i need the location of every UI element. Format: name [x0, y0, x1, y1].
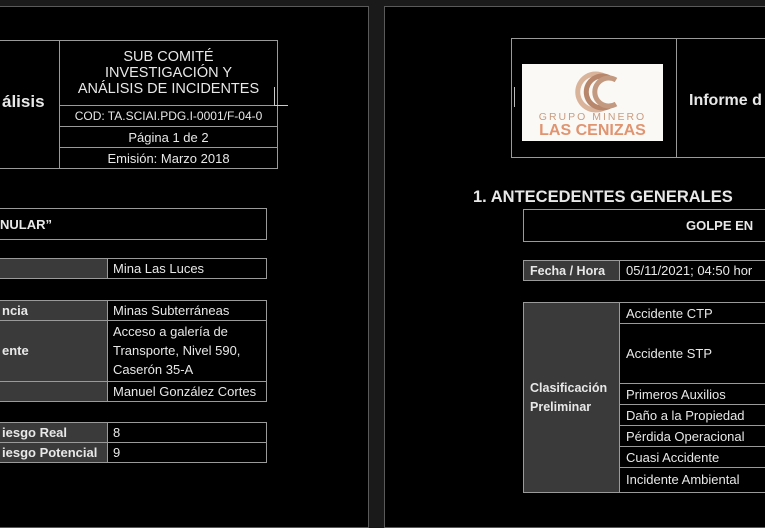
risk-label-potential: [0, 442, 108, 463]
classification-option-label: Incidente Ambiental: [626, 472, 740, 487]
classification-option: [619, 446, 765, 468]
area-value: Minas Subterráneas: [113, 303, 230, 318]
datetime-label: Fecha / Hora: [530, 264, 606, 278]
classification-option: [619, 467, 765, 493]
report-title-cell: [676, 38, 765, 158]
classification-option-label: Cuasi Accidente: [626, 450, 720, 465]
datetime-value: 05/11/2021; 04:50 hor: [626, 263, 753, 278]
risk-value-real: [107, 422, 267, 443]
header-title-cell: [0, 40, 60, 169]
classification-option: [619, 323, 765, 384]
area-label: ncia: [2, 303, 29, 318]
left-margin-mark: [514, 87, 515, 107]
risk-value-potential: [107, 442, 267, 463]
risk-label-real: [0, 422, 108, 443]
left-document-page: [0, 6, 369, 528]
classification-option: [619, 302, 765, 324]
logo-line-2: LAS CENIZAS: [539, 122, 646, 139]
company-logo: [522, 64, 663, 141]
risk-real-value: 8: [113, 425, 121, 440]
incident-title-cell: [0, 208, 267, 240]
classification-label-line-1: Clasificación: [530, 381, 608, 395]
header-title: álisis: [2, 92, 45, 111]
classification-label-cell: [523, 302, 620, 493]
document-code: COD: TA.SCIAI.PDG.I-0001/F-04-0: [74, 109, 263, 123]
committee-line-1: SUB COMITÉ: [123, 49, 214, 65]
report-title: Informe d: [689, 92, 762, 109]
committee-cell: [59, 40, 278, 106]
risk-potential-label: iesgo Potencial: [2, 445, 98, 460]
committee-line-2: INVESTIGACIÓN Y: [104, 65, 233, 81]
emission-date: Emisión: Marzo 2018: [107, 151, 230, 166]
datetime-label-cell: [523, 260, 620, 281]
classification-option: [619, 425, 765, 447]
info-value-area: [107, 300, 267, 321]
committee-line-3: ANÁLISIS DE INCIDENTES: [77, 81, 260, 97]
classification-option: [619, 404, 765, 426]
code-cell: [59, 105, 278, 127]
emission-cell: [59, 147, 278, 169]
classification-option-label: Daño a la Propiedad: [626, 408, 745, 423]
info-label-person: [0, 381, 108, 402]
incident-title: NULAR”: [0, 217, 52, 232]
mine-name: Mina Las Luces: [113, 261, 205, 276]
place-line-2: Transporte, Nivel 590,: [113, 343, 241, 358]
place-label: ente: [2, 343, 29, 358]
incident-title: GOLPE EN: [686, 218, 754, 233]
classification-label-line-2: Preliminar: [530, 400, 592, 414]
logo-line-1: GRUPO MINERO: [538, 111, 647, 123]
info-value-person: [107, 381, 267, 402]
classification-option-label: Accidente STP: [626, 346, 712, 361]
page-number: Página 1 de 2: [128, 130, 209, 145]
info-label-place: [0, 320, 108, 382]
risk-potential-value: 9: [113, 445, 121, 460]
classification-option: [619, 383, 765, 405]
section-heading: 1. ANTECEDENTES GENERALES: [473, 188, 733, 206]
place-line-1: Acceso a galería de: [113, 324, 228, 339]
corner-mark: [274, 105, 288, 106]
info-label-location: [0, 258, 108, 279]
datetime-value-cell: [619, 260, 765, 281]
right-document-page: [384, 6, 765, 528]
person-name: Manuel González Cortes: [113, 384, 257, 399]
info-value-location: [107, 258, 267, 279]
incident-title-cell: [523, 209, 765, 242]
text-cursor: [274, 87, 275, 105]
place-line-3: Caserón 35-A: [113, 362, 194, 377]
info-value-place: [107, 320, 267, 382]
logo-cell: [511, 38, 677, 158]
risk-real-label: iesgo Real: [2, 425, 68, 440]
classification-option-label: Primeros Auxilios: [626, 387, 726, 402]
classification-option-label: Accidente CTP: [626, 306, 713, 321]
classification-option-label: Pérdida Operacional: [626, 429, 745, 444]
page-number-cell: [59, 126, 278, 148]
info-label-area: [0, 300, 108, 321]
